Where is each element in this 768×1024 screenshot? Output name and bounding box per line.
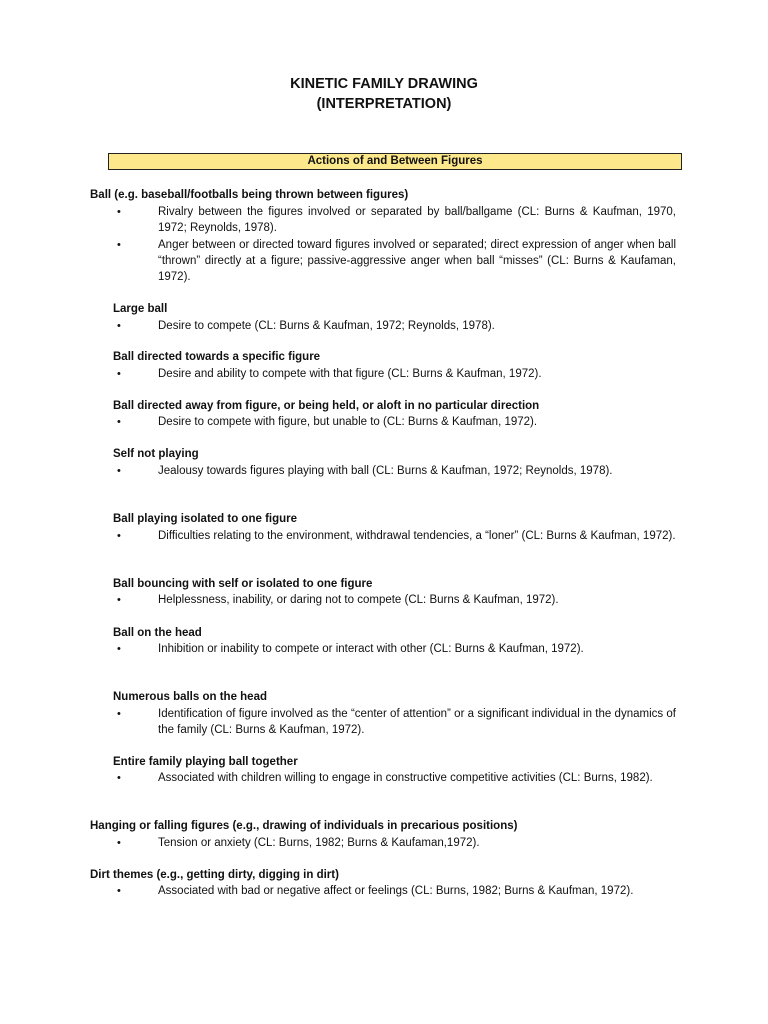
- section-heading: Ball bouncing with self or isolated to one figure: [113, 578, 373, 590]
- bullet-icon: •: [117, 885, 121, 897]
- document-title: KINETIC FAMILY DRAWING: [290, 76, 478, 92]
- section-heading: Ball playing isolated to one figure: [113, 513, 298, 525]
- bullet-text: Desire to compete (CL: Burns & Kaufman, 1972; Reynolds, 1978).: [158, 320, 495, 332]
- section-heading: Ball directed away from figure, or being held, or aloft in no particular direction: [113, 400, 540, 412]
- bullet-text: Desire and ability to compete with that figure (CL: Burns & Kaufman, 1972).: [158, 368, 542, 380]
- bullet-icon: •: [117, 320, 121, 332]
- bullet-text: Associated with children willing to engage in constructive competitive activities (CL: Burns, 1982).: [158, 772, 653, 784]
- section-heading: Large ball: [113, 303, 168, 315]
- section-bar: Actions of and Between Figures: [108, 153, 682, 170]
- document-subtitle: (INTERPRETATION): [316, 96, 452, 112]
- bullet-icon: •: [117, 594, 121, 606]
- bullet-icon: •: [117, 368, 121, 380]
- bullet-icon: •: [117, 708, 121, 720]
- bullet-icon: •: [117, 530, 121, 542]
- bullet-text: Tension or anxiety (CL: Burns, 1982; Burns & Kaufaman,1972).: [158, 837, 480, 849]
- bullet-text: Inhibition or inability to compete or interact with other (CL: Burns & Kaufman, 1972).: [158, 643, 584, 655]
- bullet-text: Rivalry between the figures involved or separated by ball/ballgame (CL: Burns & Kaufman, 1970, 1972; Reynolds, 1978).: [158, 206, 676, 234]
- bullet-text: Associated with bad or negative affect or feelings (CL: Burns, 1982; Burns & Kaufman, 1972).: [158, 885, 634, 897]
- bullet-text: Desire to compete with figure, but unable to (CL: Burns & Kaufman, 1972).: [158, 416, 538, 428]
- section-heading: Dirt themes (e.g., getting dirty, digging in dirt): [90, 869, 339, 881]
- bullet-icon: •: [117, 416, 121, 428]
- section-heading: Ball (e.g. baseball/footballs being thrown between figures): [90, 189, 409, 201]
- bullet-text: Identification of figure involved as the “center of attention” or a significant individual in the dynamics of the family (CL: Burns & Kaufman, 1972).: [158, 708, 676, 736]
- bullet-icon: •: [117, 772, 121, 784]
- section-heading: Hanging or falling figures (e.g., drawing of individuals in precarious positions): [90, 820, 518, 832]
- section-heading: Entire family playing ball together: [113, 756, 298, 768]
- bullet-text: Jealousy towards figures playing with ball (CL: Burns & Kaufman, 1972; Reynolds, 1978).: [158, 465, 613, 477]
- section-heading: Ball directed towards a specific figure: [113, 351, 321, 363]
- bullet-text: Helplessness, inability, or daring not to compete (CL: Burns & Kaufman, 1972).: [158, 594, 559, 606]
- bullet-icon: •: [117, 206, 121, 218]
- bullet-icon: •: [117, 465, 121, 477]
- section-heading: Self not playing: [113, 448, 199, 460]
- bullet-icon: •: [117, 643, 121, 655]
- section-heading: Ball on the head: [113, 627, 202, 639]
- bullet-text: Difficulties relating to the environment, withdrawal tendencies, a “loner” (CL: Burns & Kaufman, 1972).: [158, 530, 676, 542]
- section-heading: Numerous balls on the head: [113, 691, 267, 703]
- bullet-text: Anger between or directed toward figures involved or separated; direct expression of anger when ball “thrown” directly at a figure; passive-aggressive anger when ball “misses” (CL: Burns & Kaufaman, 1972).: [158, 239, 676, 283]
- bullet-icon: •: [117, 837, 121, 849]
- bullet-icon: •: [117, 239, 121, 251]
